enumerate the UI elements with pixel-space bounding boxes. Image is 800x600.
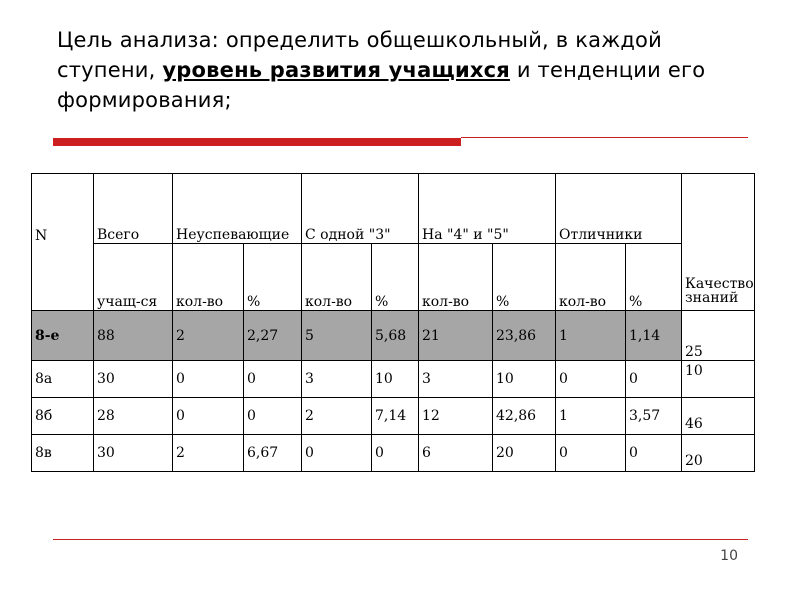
cell-fours-fives-count: 12 [419, 398, 493, 435]
cell-total: 28 [94, 398, 173, 435]
cell-excellent-pct: 0 [626, 361, 682, 398]
cell-fours-fives-count: 6 [419, 435, 493, 472]
cell-one-three-pct: 0 [372, 435, 419, 472]
cell-fours-fives-count: 3 [419, 361, 493, 398]
header-row-sub [32, 244, 755, 311]
cell-failing-count: 2 [173, 311, 244, 361]
cell-one-three-pct: 10 [372, 361, 419, 398]
cell-excellent-count: 0 [556, 361, 626, 398]
cell-one-three-count: 3 [302, 361, 372, 398]
cell-total: 30 [94, 435, 173, 472]
cell-failing-count: 0 [173, 398, 244, 435]
cell-quality: 25 [682, 311, 755, 361]
cell-failing-count: 2 [173, 435, 244, 472]
header-students: учащ-ся [94, 244, 173, 311]
header-n: N [32, 174, 94, 311]
cell-failing-pct: 6,67 [244, 435, 302, 472]
title-part2: и тенденции его формирования; [57, 58, 706, 112]
header-quality-line2: знаний [685, 290, 739, 306]
cell-failing-pct: 2,27 [244, 311, 302, 361]
cell-one-three-pct: 5,68 [372, 311, 419, 361]
accent-line-top [461, 137, 748, 138]
cell-total: 30 [94, 361, 173, 398]
header-one-three-pct: % [372, 244, 419, 311]
header-failing-pct: % [244, 244, 302, 311]
cell-class: 8-е [32, 311, 94, 361]
cell-one-three-count: 5 [302, 311, 372, 361]
cell-excellent-pct: 0 [626, 435, 682, 472]
title-emphasis: уровень развития учащихся [162, 58, 510, 82]
header-total: Всего [94, 174, 173, 244]
header-row-top [32, 174, 755, 244]
header-one-three: С одной "3" [302, 174, 419, 244]
header-excellent-pct: % [626, 244, 682, 311]
cell-excellent-pct: 1,14 [626, 311, 682, 361]
cell-fours-fives-pct: 42,86 [493, 398, 556, 435]
cell-fours-fives-pct: 20 [493, 435, 556, 472]
title-part1: Цель анализа: определить общешкольный, в каждой ступени, [57, 28, 662, 82]
cell-excellent-count: 1 [556, 311, 626, 361]
cell-fours-fives-pct: 23,86 [493, 311, 556, 361]
cell-excellent-count: 0 [556, 435, 626, 472]
header-excellent: Отличники [556, 174, 682, 244]
cell-failing-count: 0 [173, 361, 244, 398]
table-row [32, 435, 755, 472]
header-fours-fives-count: кол-во [419, 244, 493, 311]
cell-class: 8а [32, 361, 94, 398]
cell-failing-pct: 0 [244, 398, 302, 435]
table-row [32, 361, 755, 398]
accent-bar-thick [53, 138, 461, 146]
cell-quality: 20 [682, 435, 755, 472]
header-failing-count: кол-во [173, 244, 244, 311]
cell-one-three-pct: 7,14 [372, 398, 419, 435]
cell-quality: 10 [682, 361, 755, 398]
accent-line-bottom [53, 539, 748, 540]
cell-quality: 46 [682, 398, 755, 435]
header-fours-fives: На "4" и "5" [419, 174, 556, 244]
header-quality-line1: Качество [685, 276, 754, 292]
cell-class: 8б [32, 398, 94, 435]
cell-fours-fives-count: 21 [419, 311, 493, 361]
cell-excellent-pct: 3,57 [626, 398, 682, 435]
slide-title [57, 25, 747, 115]
cell-total: 88 [94, 311, 173, 361]
header-fours-fives-pct: % [493, 244, 556, 311]
header-one-three-count: кол-во [302, 244, 372, 311]
cell-failing-pct: 0 [244, 361, 302, 398]
cell-excellent-count: 1 [556, 398, 626, 435]
header-excellent-count: кол-во [556, 244, 626, 311]
cell-one-three-count: 0 [302, 435, 372, 472]
cell-fours-fives-pct: 10 [493, 361, 556, 398]
header-quality [682, 174, 755, 311]
table-row [32, 311, 755, 361]
cell-class: 8в [32, 435, 94, 472]
results-table [31, 173, 755, 472]
header-failing: Неуспевающие [173, 174, 302, 244]
cell-one-three-count: 2 [302, 398, 372, 435]
table-row [32, 398, 755, 435]
page-number: 10 [720, 548, 738, 564]
